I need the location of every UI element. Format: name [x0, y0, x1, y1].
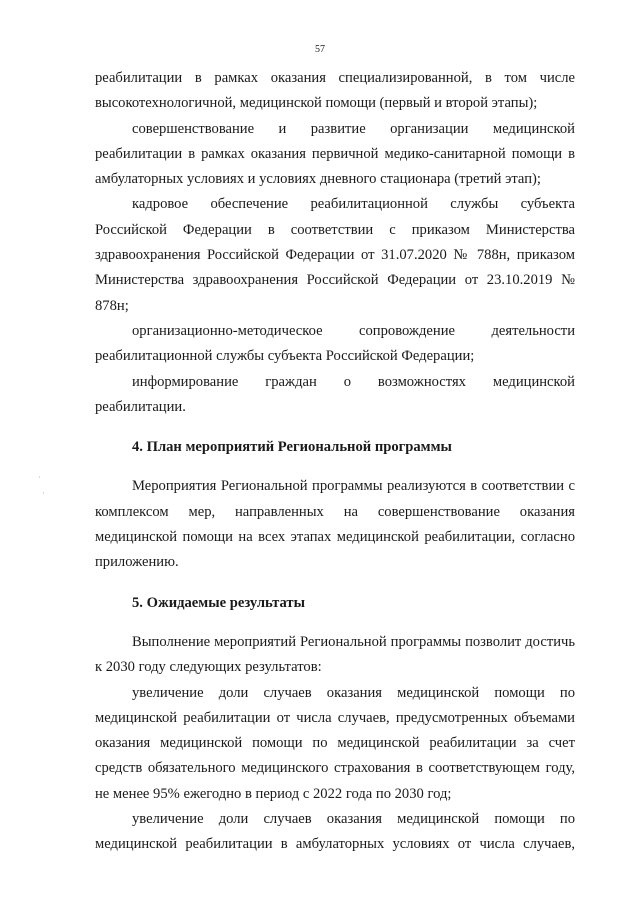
paragraph-rehab-primary-care: совершенствование и развитие организации медицинской реабилитации в рамках оказания первичной медико-санитарной помощи в амбулаторных условиях и условиях дневного стационара (третий этап);	[95, 120, 575, 188]
page-number: 57	[315, 44, 325, 55]
paragraph-informing: информирование граждан о возможностях медицинской реабилитации.	[95, 373, 575, 415]
section-5-intro: Выполнение мероприятий Региональной программы позволит достичь к 2030 году следующих результатов:	[95, 633, 575, 676]
document-body	[95, 66, 575, 858]
margin-speck: ·	[38, 473, 41, 482]
paragraph-rehab-specialized: реабилитации в рамках оказания специализированной, в том числе высокотехнологичной, медицинской помощи (первый и второй этапы);	[95, 70, 575, 112]
paragraph-staffing: кадровое обеспечение реабилитационной службы субъекта Российской Федерации в соответствии с приказом Министерства здравоохранения Российской Федерации от 31.07.2020 № 788н, приказом Министерства здравоохранения Российской Федерации от 23.10.2019 № 878н;	[95, 196, 575, 314]
margin-speck: ·	[42, 489, 45, 498]
paragraph-methodical-support: организационно-методическое сопровождение деятельности реабилитационной службы субъекта Российской Федерации;	[95, 322, 575, 365]
section-4-text: Мероприятия Региональной программы реализуются в соответствии с комплексом мер, направленных на совершенствование оказания медицинской помощи на всех этапах медицинской реабилитации, согласно приложению.	[95, 478, 575, 571]
section-5-item-1: увеличение доли случаев оказания медицинской помощи по медицинской реабилитации от числа случаев, предусмотренных объемами оказания медицинской помощи по медицинской реабилитации за счет средств обязательного медицинского страхования в соответствующем году, не менее 95% ежегодно в период с 2022 года по 2030 год;	[95, 684, 575, 802]
section-5-heading: 5. Ожидаемые результаты	[132, 594, 305, 611]
section-5-item-2: увеличение доли случаев оказания медицинской помощи по медицинской реабилитации в амбулаторных условиях от числа случаев,	[95, 811, 575, 853]
section-4-heading: 4. План мероприятий Региональной программы	[132, 439, 452, 456]
